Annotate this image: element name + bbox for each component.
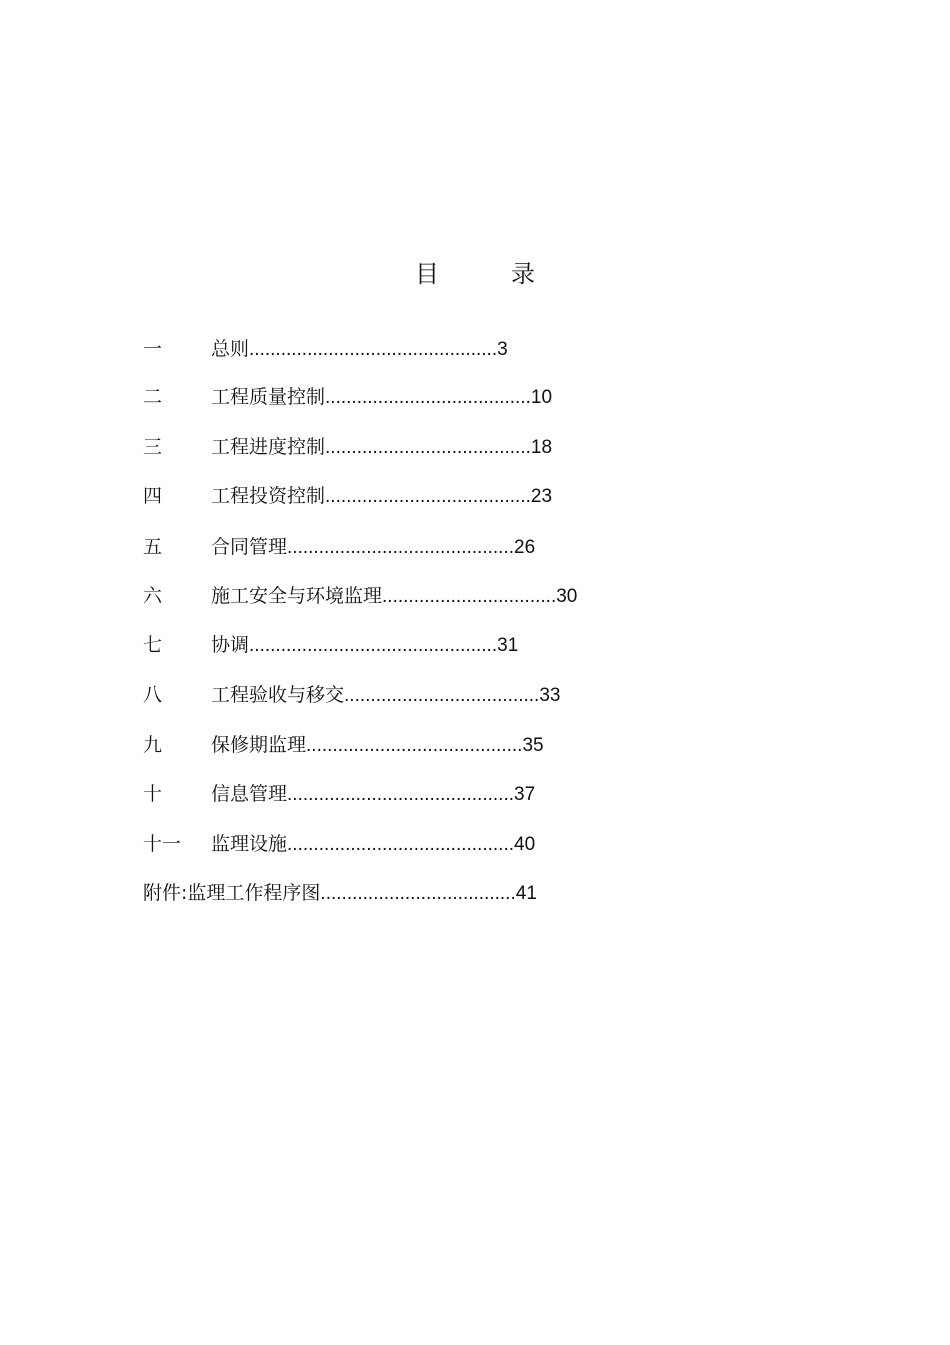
toc-entry-title: 工程进度控制 [211, 436, 326, 458]
toc-entry-number: 八 [143, 684, 163, 706]
toc-entry-title: 工程验收与移交 [211, 684, 345, 706]
toc-entry[interactable] [143, 681, 560, 709]
toc-entry-title: 工程投资控制 [211, 485, 326, 507]
toc-entry-number: 十 [143, 783, 163, 805]
toc-entry-leader: ........................................... [287, 537, 515, 558]
toc-entry-number: 二 [143, 386, 163, 408]
toc-entry[interactable] [143, 383, 552, 411]
toc-entry-number: 一 [143, 338, 163, 360]
toc-entry-page: 18 [530, 437, 553, 458]
toc-entry-leader: ................................. [382, 586, 557, 607]
toc-entry-page: 10 [530, 387, 553, 408]
toc-entry-number: 三 [143, 436, 163, 458]
toc-entry-leader: ............................................... [249, 339, 498, 360]
toc-entry-number: 六 [143, 585, 163, 607]
toc-entry[interactable] [143, 533, 535, 561]
toc-entry-page: 41 [515, 883, 537, 904]
toc-entry-number: 九 [143, 734, 163, 756]
toc-entry-number: 五 [143, 536, 163, 558]
toc-entry-page: 33 [539, 685, 561, 706]
toc-entry[interactable] [143, 482, 552, 510]
toc-entry-title: 监理设施 [211, 833, 288, 855]
toc-entry[interactable] [143, 631, 518, 659]
toc-entry-leader: ....................................... [325, 437, 531, 458]
toc-entry[interactable] [143, 830, 535, 858]
toc-entry-title: 信息管理 [211, 783, 288, 805]
toc-title-char-2: 录 [511, 260, 535, 288]
toc-entry-page: 26 [514, 537, 536, 558]
toc-entry[interactable] [143, 433, 552, 461]
toc-entry-page: 40 [514, 834, 536, 855]
toc-entry-title: 监理工作程序图 [187, 882, 321, 904]
toc-entry-number: 附件: [143, 882, 188, 904]
toc-entry[interactable] [143, 335, 508, 363]
toc-entry-title: 合同管理 [211, 536, 288, 558]
toc-entry-leader: ......................................... [306, 735, 523, 756]
toc-entry[interactable] [143, 582, 577, 610]
toc-title-char-1: 目 [415, 260, 439, 288]
toc-entry-page: 31 [497, 635, 519, 656]
toc-entry-leader: ............................................... [249, 635, 498, 656]
toc-entry-leader: ..................................... [344, 685, 540, 706]
toc-entry-title: 协调 [211, 634, 250, 656]
toc-entry[interactable] [143, 780, 535, 808]
toc-entry-page: 37 [514, 784, 536, 805]
toc-entry-title: 施工安全与环境监理 [211, 585, 383, 607]
toc-entry-page: 3 [497, 339, 508, 360]
toc-entry-appendix[interactable] [143, 879, 537, 907]
toc-title [0, 256, 950, 292]
toc-entry-leader: ........................................... [287, 784, 515, 805]
toc-entry-leader: ....................................... [325, 486, 531, 507]
toc-entry-number: 四 [143, 485, 163, 507]
toc-entry-leader: ........................................... [287, 834, 515, 855]
toc-entry-title: 工程质量控制 [211, 386, 326, 408]
toc-entry-page: 23 [530, 486, 553, 507]
toc-entry-page: 35 [522, 735, 544, 756]
toc-entry-title: 保修期监理 [211, 734, 307, 756]
toc-entry-leader: ..................................... [320, 883, 516, 904]
toc-entry[interactable] [143, 731, 544, 759]
toc-entry-title: 总则 [211, 338, 250, 360]
toc-entry-number: 七 [143, 634, 163, 656]
toc-entry-number: 十一 [143, 833, 182, 855]
toc-entry-page: 30 [556, 586, 578, 607]
toc-entry-leader: ....................................... [325, 387, 531, 408]
